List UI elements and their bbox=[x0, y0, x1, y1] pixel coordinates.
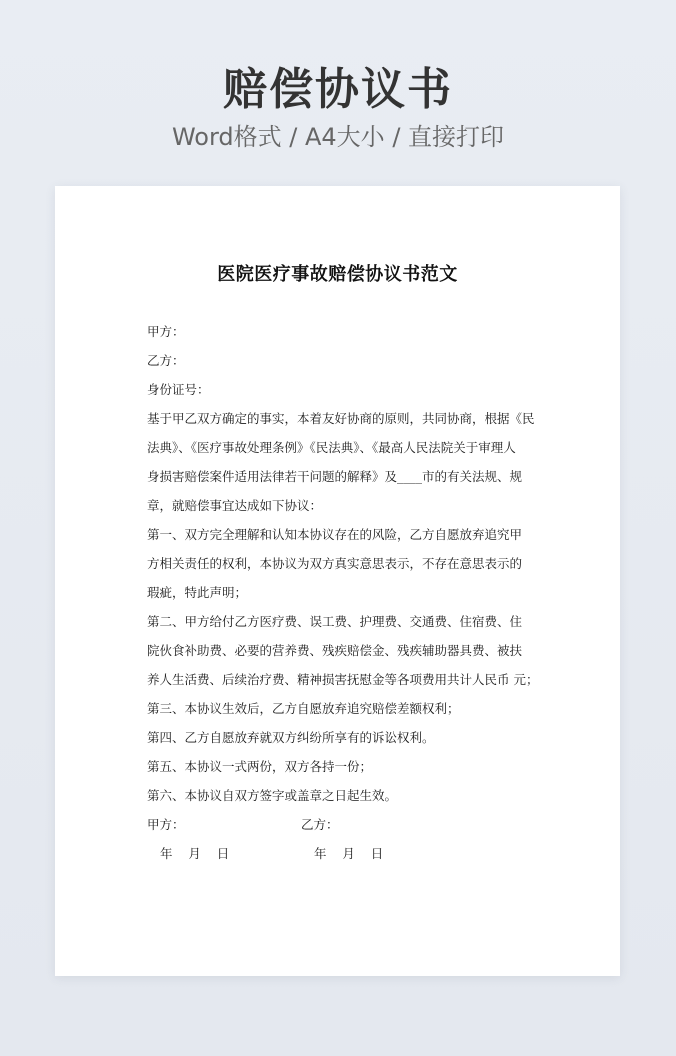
preamble-line-4: 章，就赔偿事宜达成如下协议： bbox=[147, 498, 323, 513]
signature-date-b: 年 月 日 bbox=[314, 846, 384, 861]
clause-2-line-3: 养人生活费、后续治疗费、精神损害抚慰金等各项费用共计人民币 元； bbox=[147, 672, 539, 687]
banner-subtitle: Word格式 / A4大小 / 直接打印 bbox=[171, 123, 505, 151]
signature-date-a: 年 月 日 bbox=[160, 846, 230, 861]
clause-2-line-2: 院伙食补助费、必要的营养费、残疾赔偿金、残疾辅助器具费、被扶 bbox=[147, 643, 523, 658]
signature-party-a: 甲方： bbox=[147, 817, 185, 832]
clause-1-line-1: 第一、双方完全理解和认知本协议存在的风险，乙方自愿放弃追究甲 bbox=[147, 527, 523, 542]
clause-2-line-1: 第二、甲方给付乙方医疗费、误工费、护理费、交通费、住宿费、住 bbox=[147, 614, 523, 629]
signature-party-b: 乙方： bbox=[301, 817, 339, 832]
banner-title: 赔偿协议书 bbox=[223, 64, 453, 115]
clause-4-line: 第四、乙方自愿放弃就双方纠纷所享有的诉讼权利。 bbox=[147, 730, 435, 745]
clause-1-line-3: 瑕疵，特此声明； bbox=[147, 585, 248, 600]
document-page bbox=[55, 186, 620, 976]
id-number-line: 身份证号： bbox=[147, 382, 210, 397]
preamble-line-1: 基于甲乙双方确定的事实，本着友好协商的原则，共同协商，根据《民 bbox=[147, 411, 535, 426]
preamble-line-3: 身损害赔偿案件适用法律若干问题的解释》及____市的有关法规、规 bbox=[147, 469, 523, 484]
clause-3-line: 第三、本协议生效后，乙方自愿放弃追究赔偿差额权利； bbox=[147, 701, 460, 716]
clause-1-line-2: 方相关责任的权利，本协议为双方真实意思表示，不存在意思表示的 bbox=[147, 556, 523, 571]
preamble-line-2: 法典》、《医疗事故处理条例》《民法典》、《最高人民法院关于审理人 bbox=[147, 440, 516, 455]
party-b-line: 乙方： bbox=[147, 353, 185, 368]
party-a-line: 甲方： bbox=[147, 324, 185, 339]
document-title: 医院医疗事故赔偿协议书范文 bbox=[217, 264, 458, 285]
clause-5-line: 第五、本协议一式两份，双方各持一份； bbox=[147, 759, 373, 774]
clause-6-line: 第六、本协议自双方签字或盖章之日起生效。 bbox=[147, 788, 398, 803]
